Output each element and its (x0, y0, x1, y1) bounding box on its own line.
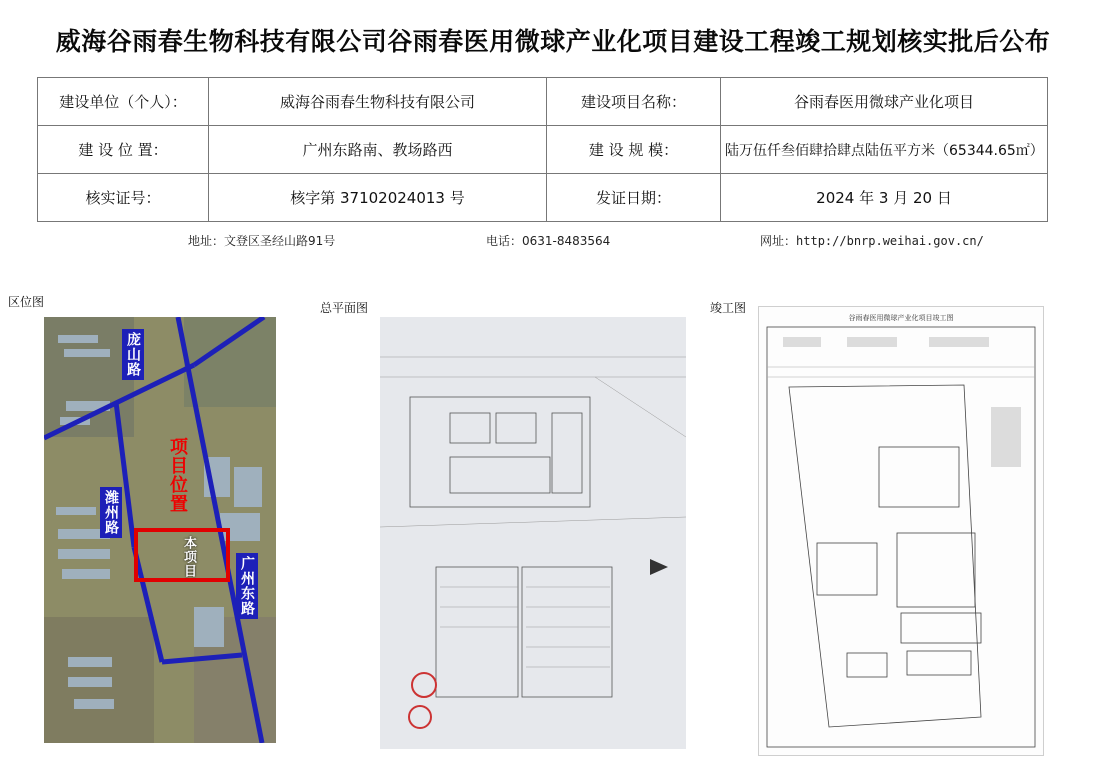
completion-plan-image (758, 306, 1044, 756)
phone-text: 电话：0631-8483564 (486, 234, 611, 248)
issue-date-label: 发证日期： (547, 174, 721, 222)
scale-label: 建 设 规 模： (547, 126, 721, 174)
project-name-value: 谷雨春医用微球产业化项目 (721, 78, 1048, 126)
project-area-label: 项目位置 (167, 437, 188, 513)
location-map-image (44, 317, 276, 743)
address-text: 地址：文登区圣经山路91号 (188, 234, 336, 248)
builder-label: 建设单位（个人）： (38, 78, 209, 126)
road-label-pangshan: 庞山路 (122, 329, 144, 380)
page-title: 威海谷雨春生物科技有限公司谷雨春医用微球产业化项目建设工程竣工规划核实批后公布 (55, 27, 1051, 56)
completion-plan-caption: 竣工图 (710, 301, 747, 315)
certificate-label: 核实证号： (38, 174, 209, 222)
site-plan-image (380, 317, 686, 749)
issue-date-value: 2024 年 3 月 20 日 (721, 174, 1048, 222)
location-label: 建 设 位 置： (38, 126, 209, 174)
completion-plan-title: 谷雨春医用微球产业化项目竣工图 (848, 314, 954, 322)
location-map-caption: 区位图 (8, 295, 45, 309)
site-plan-caption: 总平面图 (320, 301, 369, 315)
road-label-weizhou: 潍州路 (100, 487, 122, 538)
table-row (38, 78, 1048, 126)
builder-value: 威海谷雨春生物科技有限公司 (209, 78, 547, 126)
certificate-value: 核字第 37102024013 号 (209, 174, 547, 222)
site-plan-drawing (380, 317, 686, 749)
project-name-label: 建设项目名称： (547, 78, 721, 126)
road-label-guangzhou-east: 广州东路 (236, 553, 258, 619)
website-text (760, 232, 984, 249)
completion-plan-drawing (759, 307, 1043, 755)
project-label: 本项目 (181, 536, 196, 578)
table-row (38, 126, 1048, 174)
website-label: 网址： (760, 234, 797, 248)
project-info-table (37, 77, 1048, 222)
table-row (38, 174, 1048, 222)
scale-value: 陆万伍仟叁佰肆拾肆点陆伍平方米（65344.65㎡） (721, 126, 1048, 174)
website-link[interactable]: http://bnrp.weihai.gov.cn/ (796, 234, 984, 248)
location-map (44, 317, 276, 743)
location-value: 广州东路南、教场路西 (209, 126, 547, 174)
